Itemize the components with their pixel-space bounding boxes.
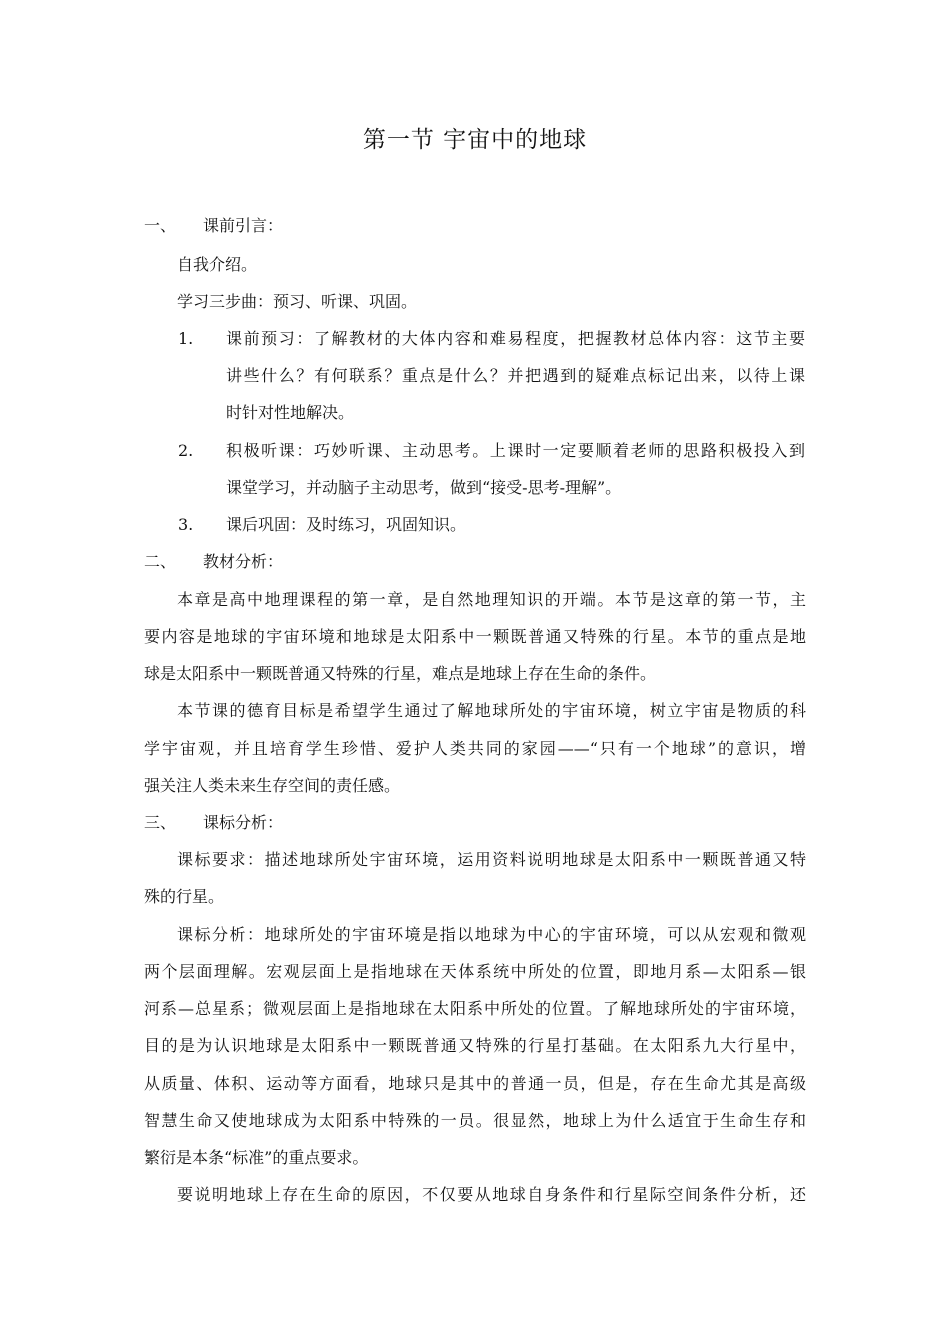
paragraph-line: 自我介绍。: [177, 255, 258, 274]
list-item-line: 课后巩固：及时练习，巩固知识。: [226, 515, 467, 534]
section-label: 课标分析：: [203, 813, 284, 832]
section-number: 三、: [144, 813, 177, 832]
list-number: 3.: [178, 515, 194, 534]
paragraph-line: 两个层面理解。宏观层面上是指地球在天体系统中所处的位置，即地月系—太阳系—银: [144, 962, 806, 981]
paragraph-line: 智慧生命又使地球成为太阳系中特殊的一员。很显然，地球上为什么适宜于生命生存和: [144, 1111, 806, 1130]
list-item-line: 积极听课：巧妙听课、主动思考。上课时一定要顺着老师的思路积极投入到: [226, 441, 805, 460]
paragraph-line: 学习三步曲：预习、听课、巩固。: [177, 292, 418, 311]
list-item-line: 课堂学习，并动脑子主动思考，做到“接受-思考-理解”。: [226, 478, 622, 497]
paragraph-line: 课标分析：地球所处的宇宙环境是指以地球为中心的宇宙环境，可以从宏观和微观: [177, 925, 806, 944]
paragraph-line: 要内容是地球的宇宙环境和地球是太阳系中一颗既普通又特殊的行星。本节的重点是地: [144, 627, 806, 646]
paragraph-line: 球是太阳系中一颗既普通又特殊的行星，难点是地球上存在生命的条件。: [144, 664, 657, 683]
list-number: 1.: [178, 329, 194, 348]
paragraph-line: 要说明地球上存在生命的原因，不仅要从地球自身条件和行星际空间条件分析，还: [177, 1185, 806, 1204]
list-number: 2.: [178, 441, 194, 460]
section-label: 课前引言：: [203, 216, 284, 235]
paragraph-line: 繁衍是本条“标准”的重点要求。: [144, 1148, 369, 1167]
paragraph-line: 从质量、体积、运动等方面看，地球只是其中的普通一员，但是，存在生命尤其是高级: [144, 1074, 806, 1093]
section-number: 二、: [144, 552, 177, 571]
list-item-line: 课前预习：了解教材的大体内容和难易程度，把握教材总体内容：这节主要: [226, 329, 805, 348]
paragraph-line: 课标要求：描述地球所处宇宙环境，运用资料说明地球是太阳系中一颗既普通又特: [177, 850, 806, 869]
list-item-line: 时针对性地解决。: [226, 403, 355, 422]
paragraph-line: 殊的行星。: [144, 887, 225, 906]
paragraph-line: 本章是高中地理课程的第一章，是自然地理知识的开端。本节是这章的第一节，主: [177, 590, 806, 609]
paragraph-line: 强关注人类未来生存空间的责任感。: [144, 776, 401, 795]
section-label: 教材分析：: [203, 552, 284, 571]
paragraph-line: 河系—总星系；微观层面上是指地球在太阳系中所处的位置。了解地球所处的宇宙环境，: [144, 999, 806, 1018]
list-item-line: 讲些什么？有何联系？重点是什么？并把遇到的疑难点标记出来，以待上课: [226, 366, 805, 385]
page-title: 第一节 宇宙中的地球: [362, 127, 588, 153]
paragraph-line: 目的是为认识地球是太阳系中一颗既普通又特殊的行星打基础。在太阳系九大行星中，: [144, 1036, 806, 1055]
section-number: 一、: [144, 216, 177, 235]
paragraph-line: 本节课的德育目标是希望学生通过了解地球所处的宇宙环境，树立宇宙是物质的科: [177, 701, 806, 720]
paragraph-line: 学宇宙观，并且培育学生珍惜、爱护人类共同的家园——“只有一个地球”的意识，增: [144, 739, 806, 758]
